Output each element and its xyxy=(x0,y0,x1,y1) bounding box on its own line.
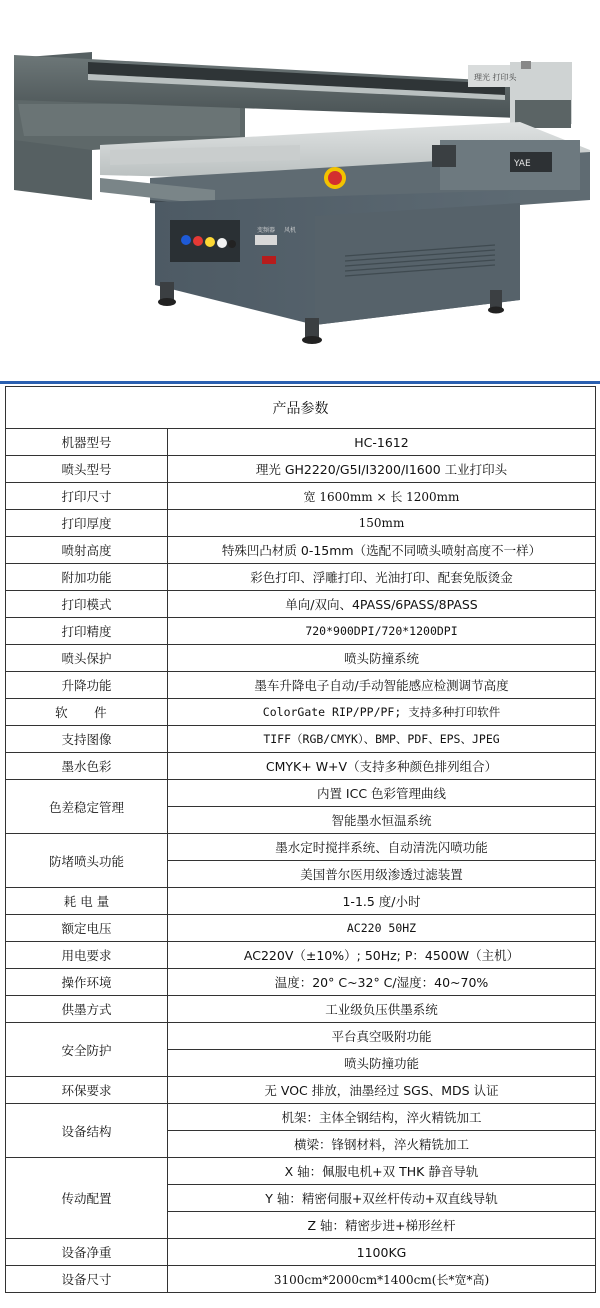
row-value: 智能墨水恒温系统 xyxy=(168,807,596,834)
table-row xyxy=(6,456,596,483)
row-value: X 轴：佩服电机+双 THK 静音导轨 xyxy=(168,1158,596,1185)
row-label: 安全防护 xyxy=(6,1023,168,1077)
table-row xyxy=(6,429,596,456)
row-value: 平台真空吸附功能 xyxy=(168,1023,596,1050)
brand-plate: YAE xyxy=(514,159,531,169)
table-row xyxy=(6,537,596,564)
spec-table xyxy=(5,386,596,1293)
row-value: 特殊凹凸材质 0-15mm（选配不同喷头喷射高度不一样） xyxy=(168,537,596,564)
table-row xyxy=(6,753,596,780)
row-value: ColorGate RIP/PP/PF; 支持多种打印软件 xyxy=(168,699,596,726)
row-value: 喷头防撞系统 xyxy=(168,645,596,672)
table-row xyxy=(6,726,596,753)
row-label: 设备尺寸 xyxy=(6,1266,168,1293)
panel-label-right: 风机 xyxy=(284,227,297,234)
row-label: 额定电压 xyxy=(6,915,168,942)
table-row xyxy=(6,942,596,969)
table-row xyxy=(6,915,596,942)
row-label: 打印尺寸 xyxy=(6,483,168,510)
row-value: HC-1612 xyxy=(168,429,596,456)
row-label: 喷头型号 xyxy=(6,456,168,483)
product-photo xyxy=(0,0,600,375)
row-label: 供墨方式 xyxy=(6,996,168,1023)
row-value: 无 VOC 排放，油墨经过 SGS、MDS 认证 xyxy=(168,1077,596,1104)
table-row xyxy=(6,564,596,591)
table-row xyxy=(6,834,596,861)
row-value: 机架：主体全钢结构，淬火精铣加工 xyxy=(168,1104,596,1131)
row-value: 横梁：锋钢材料，淬火精铣加工 xyxy=(168,1131,596,1158)
table-row xyxy=(6,1239,596,1266)
row-label: 打印模式 xyxy=(6,591,168,618)
row-label: 打印精度 xyxy=(6,618,168,645)
table-title-row xyxy=(6,387,596,429)
row-label: 防堵喷头功能 xyxy=(6,834,168,888)
row-value: AC220 50HZ xyxy=(168,915,596,942)
row-value: 1-1.5 度/小时 xyxy=(168,888,596,915)
table-row xyxy=(6,969,596,996)
row-value: 彩色打印、浮雕打印、光油打印、配套免版烫金 xyxy=(168,564,596,591)
row-label: 墨水色彩 xyxy=(6,753,168,780)
table-row xyxy=(6,645,596,672)
row-value: 美国普尔医用级渗透过滤装置 xyxy=(168,861,596,888)
row-label: 喷头保护 xyxy=(6,645,168,672)
row-label: 环保要求 xyxy=(6,1077,168,1104)
table-row xyxy=(6,618,596,645)
table-row xyxy=(6,888,596,915)
row-value: Z 轴：精密步进+梯形丝杆 xyxy=(168,1212,596,1239)
row-value: 理光 GH2220/G5I/I3200/I1600 工业打印头 xyxy=(168,456,596,483)
row-value: CMYK+ W+V（支持多种颜色排列组合） xyxy=(168,753,596,780)
row-value: 墨水定时搅拌系统、自动清洗闪喷功能 xyxy=(168,834,596,861)
row-value: 720*900DPI/720*1200DPI xyxy=(168,618,596,645)
table-row xyxy=(6,996,596,1023)
table-row xyxy=(6,1266,596,1293)
table-row xyxy=(6,483,596,510)
row-label: 操作环境 xyxy=(6,969,168,996)
row-label: 机器型号 xyxy=(6,429,168,456)
row-value: Y 轴：精密伺服+双丝杆传动+双直线导轨 xyxy=(168,1185,596,1212)
panel-label-left: 变频器 xyxy=(257,227,276,234)
table-row xyxy=(6,1104,596,1131)
row-value: 喷头防撞功能 xyxy=(168,1050,596,1077)
row-value: 温度：20° C~32° C/湿度：40~70% xyxy=(168,969,596,996)
row-label: 喷射高度 xyxy=(6,537,168,564)
row-label: 设备净重 xyxy=(6,1239,168,1266)
row-value: 单向/双向、4PASS/6PASS/8PASS xyxy=(168,591,596,618)
row-label: 打印厚度 xyxy=(6,510,168,537)
section-divider xyxy=(0,381,600,384)
table-row xyxy=(6,699,596,726)
row-value: AC220V（±10%）; 50Hz; P：4500W（主机） xyxy=(168,942,596,969)
row-value: 150mm xyxy=(168,510,596,537)
row-value: 1100KG xyxy=(168,1239,596,1266)
row-value: 墨车升降电子自动/手动智能感应检测调节高度 xyxy=(168,672,596,699)
row-value: 宽 1600mm × 长 1200mm xyxy=(168,483,596,510)
row-label: 传动配置 xyxy=(6,1158,168,1239)
row-label: 支持图像 xyxy=(6,726,168,753)
table-title: 产品参数 xyxy=(6,387,596,429)
table-row xyxy=(6,780,596,807)
table-row xyxy=(6,672,596,699)
row-label: 用电要求 xyxy=(6,942,168,969)
row-label: 附加功能 xyxy=(6,564,168,591)
table-row xyxy=(6,1158,596,1185)
table-row xyxy=(6,591,596,618)
table-row xyxy=(6,1077,596,1104)
row-label: 色差稳定管理 xyxy=(6,780,168,834)
row-label: 耗 电 量 xyxy=(6,888,168,915)
row-label: 升降功能 xyxy=(6,672,168,699)
row-value: 内置 ICC 色彩管理曲线 xyxy=(168,780,596,807)
table-row xyxy=(6,510,596,537)
table-row xyxy=(6,1023,596,1050)
row-label: 软 件 xyxy=(6,699,168,726)
row-value: 3100cm*2000cm*1400cm(长*宽*高) xyxy=(168,1266,596,1293)
head-label: 理光 打印头 xyxy=(474,73,517,82)
row-value: 工业级负压供墨系统 xyxy=(168,996,596,1023)
row-label: 设备结构 xyxy=(6,1104,168,1158)
row-value: TIFF（RGB/CMYK）、BMP、PDF、EPS、JPEG xyxy=(168,726,596,753)
